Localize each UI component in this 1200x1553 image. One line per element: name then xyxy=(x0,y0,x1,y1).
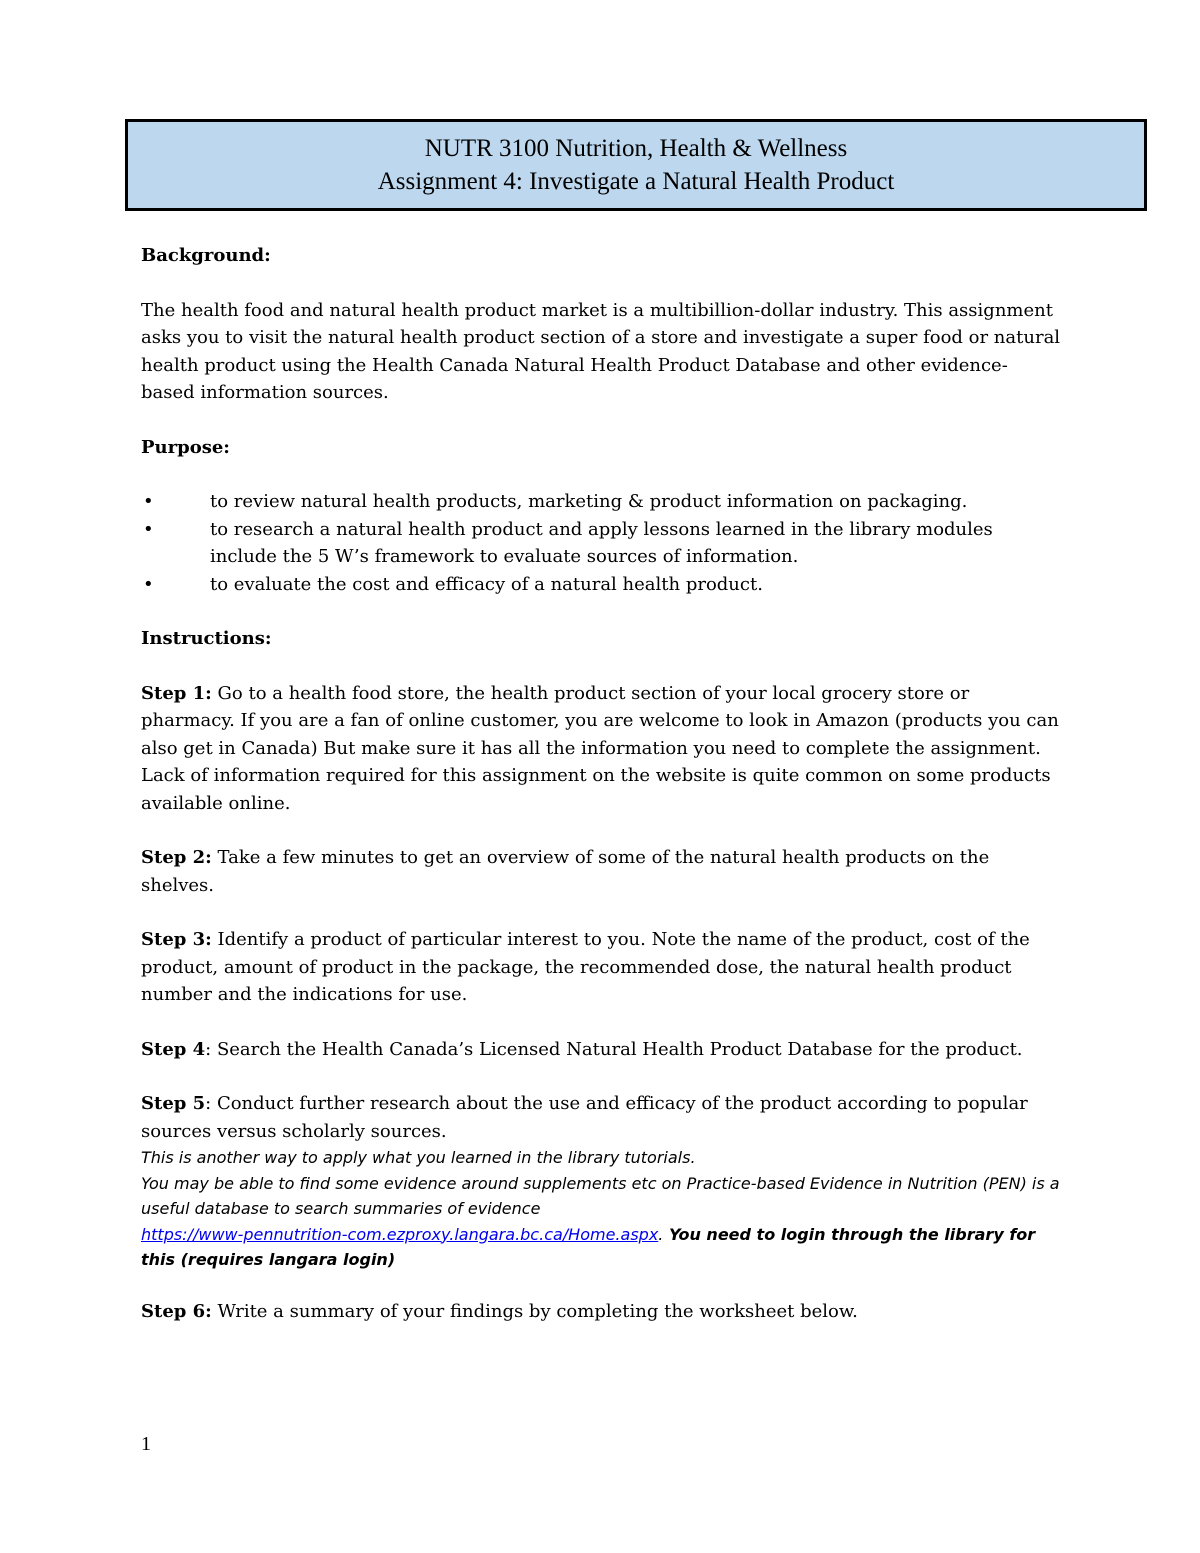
purpose-list xyxy=(141,488,1061,598)
step-5-note xyxy=(141,1145,1061,1273)
step-label: Step 6: xyxy=(141,1300,212,1322)
purpose-item-text: to research a natural health product and apply lessons learned in the library modules include the 5 W’s framework to evaluate sources of information. xyxy=(210,518,993,567)
note-period: . xyxy=(658,1224,664,1244)
step-2 xyxy=(141,844,1061,899)
step-text: Identify a product of particular interest to you. Note the name of the product, cost of the product, amount of product in the package, the recommended dose, the natural health product number and the indications for use. xyxy=(141,929,1030,1005)
step-6 xyxy=(141,1298,1061,1326)
bullet-icon: • xyxy=(143,518,154,540)
note-line-2 xyxy=(141,1171,1061,1273)
purpose-heading: Purpose: xyxy=(141,436,230,458)
pen-database-link[interactable]: https://www-pennutrition-com.ezproxy.langara.bc.ca/Home.aspx xyxy=(141,1224,659,1244)
note-line-2-text: You may be able to find some evidence around supplements etc on Practice-based Evidence in Nutrition (PEN) is a useful database to search summaries of evidence xyxy=(141,1173,1060,1218)
step-text: Write a summary of your findings by completing the worksheet below. xyxy=(211,1300,858,1322)
step-label: Step 5 xyxy=(141,1093,206,1114)
step-label: Step 3: xyxy=(141,929,212,950)
assignment-title: Assignment 4: Investigate a Natural Health Product xyxy=(377,168,895,195)
bullet-icon: • xyxy=(143,491,154,512)
background-text: The health food and natural health product market is a multibillion-dollar industry. This assignment asks you to visit the natural health product section of a store and investigate a super food or natural health product using the Health Canada Natural Health Product Database and other evidence-based information sources. xyxy=(141,299,1061,403)
note-line-1: This is another way to apply what you learned in the library tutorials. xyxy=(141,1148,696,1167)
step-3 xyxy=(141,926,1061,1009)
instructions-heading: Instructions: xyxy=(141,628,272,649)
bullet-icon: • xyxy=(143,573,154,595)
list-item xyxy=(141,571,1061,599)
page-number: 1 xyxy=(141,1433,151,1455)
step-text: : Conduct further research about the use and efficacy of the product according to popular sources versus scholarly sources. xyxy=(141,1093,1028,1142)
document-title-box xyxy=(125,119,1147,211)
purpose-item-text: to review natural health products, marketing & product information on packaging. xyxy=(210,491,968,512)
step-5 xyxy=(141,1090,1061,1145)
step-label: Step 1: xyxy=(141,682,212,704)
purpose-item-text: to evaluate the cost and efficacy of a natural health product. xyxy=(210,573,763,595)
step-label: Step 4 xyxy=(141,1038,206,1060)
list-item xyxy=(141,488,1061,516)
document-body xyxy=(141,242,1061,1352)
note-login-text: You need to login through the library for this (requires langara login) xyxy=(141,1224,1036,1269)
background-heading: Background: xyxy=(141,245,271,266)
step-4 xyxy=(141,1036,1061,1064)
step-text: : Search the Health Canada’s Licensed Natural Health Product Database for the product. xyxy=(205,1038,1023,1060)
step-text: Take a few minutes to get an overview of some of the natural health products on the shelves. xyxy=(141,847,990,896)
list-item xyxy=(141,516,1061,571)
course-title: NUTR 3100 Nutrition, Health & Wellness xyxy=(424,135,848,162)
step-text: Go to a health food store, the health product section of your local grocery store or pharmacy. If you are a fan of online customer, you are welcome to look in Amazon (products you can also get in Canada) But make sure it has all the information you need to complete the assignment. Lack of information required for this assignment on the website is quite common on some products available online. xyxy=(141,682,1059,814)
step-1 xyxy=(141,680,1061,818)
step-label: Step 2: xyxy=(141,847,212,868)
